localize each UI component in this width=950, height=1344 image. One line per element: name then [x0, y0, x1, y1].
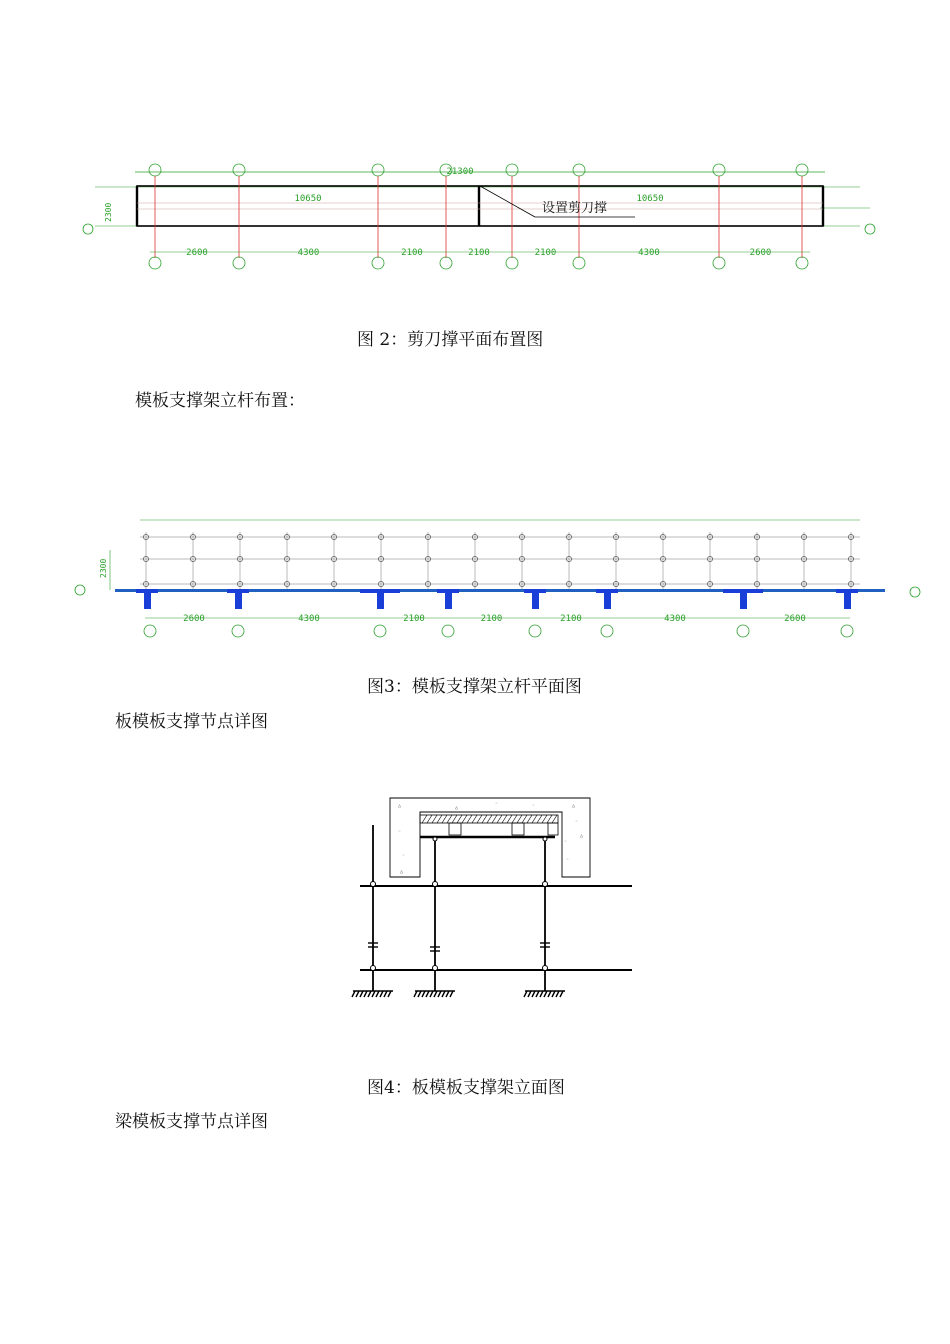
- fig2-bottom-dim-label: 2100: [401, 248, 423, 258]
- fig3-axis-bubble-bottom: [737, 625, 749, 637]
- fig3-bottom-dim-label: 2100: [403, 614, 425, 624]
- fig3-wall-stem: [532, 589, 539, 609]
- fig2-bottom-dim-label: 4300: [297, 248, 320, 258]
- fig3-axis-bubble-bottom: [601, 625, 613, 637]
- fig2-axis-bubble-bottom: [233, 257, 245, 269]
- fig3-axis-bubble-bottom: [374, 625, 386, 637]
- fig3-axis-bubble-bottom: [144, 625, 156, 637]
- svg-text:△: △: [580, 833, 584, 839]
- svg-text:△: △: [400, 869, 404, 875]
- figure3-caption: 图3：模板支撑架立杆平面图: [367, 677, 582, 697]
- fig3-wall-stem: [235, 589, 242, 609]
- fig3-axis-bubble-bottom: [442, 625, 454, 637]
- svg-text:◦: ◦: [575, 819, 579, 825]
- svg-text:◦: ◦: [398, 829, 402, 835]
- svg-text:△: △: [455, 805, 459, 811]
- figure3-plan-drawing: [70, 510, 930, 640]
- fig3-axis-bubble-bottom: [529, 625, 541, 637]
- fig3-bottom-dim-label: 2100: [480, 614, 503, 624]
- fig3-bottom-dim-label: 2600: [183, 614, 205, 624]
- fig2-bottom-dim-label: 2600: [749, 248, 772, 258]
- fig3-bottom-dim-label: 4300: [664, 614, 686, 624]
- fig3-side-dim: 2300: [99, 558, 108, 578]
- fig2-axis-bubble-bottom: [573, 257, 585, 269]
- fig2-axis-bubble-bottom: [372, 257, 384, 269]
- fig2-axis-bubble-top: [506, 164, 518, 176]
- fig2-callout: 设置剪刀撑: [542, 201, 608, 216]
- fig3-wall-stem: [144, 589, 151, 609]
- svg-text:△: △: [398, 803, 402, 809]
- fig2-bottom-dim-label: 2100: [468, 248, 490, 258]
- fig2-axis-bubble-top: [233, 164, 245, 176]
- figure4-caption: 图4：板模板支撑架立面图: [367, 1078, 565, 1098]
- fig3-bottom-dim-label: 2100: [560, 614, 582, 624]
- fig2-axis-bubble-top: [796, 164, 808, 176]
- fig2-axis-bubble-top: [372, 164, 384, 176]
- fig3-wall-stem: [377, 589, 384, 609]
- svg-text:◦: ◦: [532, 803, 536, 809]
- figure2-caption: 图 2：剪刀撑平面布置图: [357, 330, 544, 350]
- fig2-axis-bubble-bottom: [506, 257, 518, 269]
- fig2-half-dim-left: 10650: [294, 194, 322, 204]
- fig3-axis-bubble-bottom: [232, 625, 244, 637]
- svg-text:△: △: [572, 803, 576, 809]
- fig3-wall-stem: [844, 589, 851, 609]
- heading-beam: 梁模板支撑节点详图: [115, 1112, 268, 1132]
- svg-text:◦: ◦: [495, 801, 499, 807]
- heading-slab: 板模板支撑节点详图: [115, 712, 268, 732]
- fig2-bottom-dim-label: 4300: [638, 248, 660, 258]
- figure2-plan-drawing: [80, 160, 880, 275]
- fig2-bottom-dim-label: 2600: [186, 248, 208, 258]
- fig3-bottom-dim-label: 2600: [784, 614, 806, 624]
- fig2-axis-bubble-bottom: [713, 257, 725, 269]
- fig2-top-axis-bubbles: [149, 164, 808, 176]
- fig2-axis-bubble-bottom: [149, 257, 161, 269]
- svg-text:◦: ◦: [566, 857, 570, 863]
- fig2-side-dim: 2300: [104, 202, 113, 222]
- heading-layout: 模板支撑架立杆布置：: [135, 391, 305, 411]
- fig3-wall-stem: [445, 589, 452, 609]
- fig2-axis-bubble-top: [573, 164, 585, 176]
- fig3-bottom-dim-label: 4300: [298, 614, 320, 624]
- svg-text:◦: ◦: [402, 853, 406, 859]
- fig3-wall-stem: [740, 589, 747, 609]
- fig3-axis-bubble-bottom: [841, 625, 853, 637]
- fig2-axis-bubble-bottom: [796, 257, 808, 269]
- fig2-axis-bubble-top: [149, 164, 161, 176]
- fig3-wall-stem: [604, 589, 611, 609]
- fig2-axis-bubble-bottom: [440, 257, 452, 269]
- svg-text:◦: ◦: [564, 839, 568, 845]
- figure4-elevation-drawing: [350, 795, 640, 1010]
- fig2-axis-bubble-top: [713, 164, 725, 176]
- fig2-bottom-dim-label: 2100: [534, 248, 557, 258]
- fig2-half-dim-right: 10650: [636, 194, 664, 204]
- fig2-total-dim: 21300: [446, 167, 474, 177]
